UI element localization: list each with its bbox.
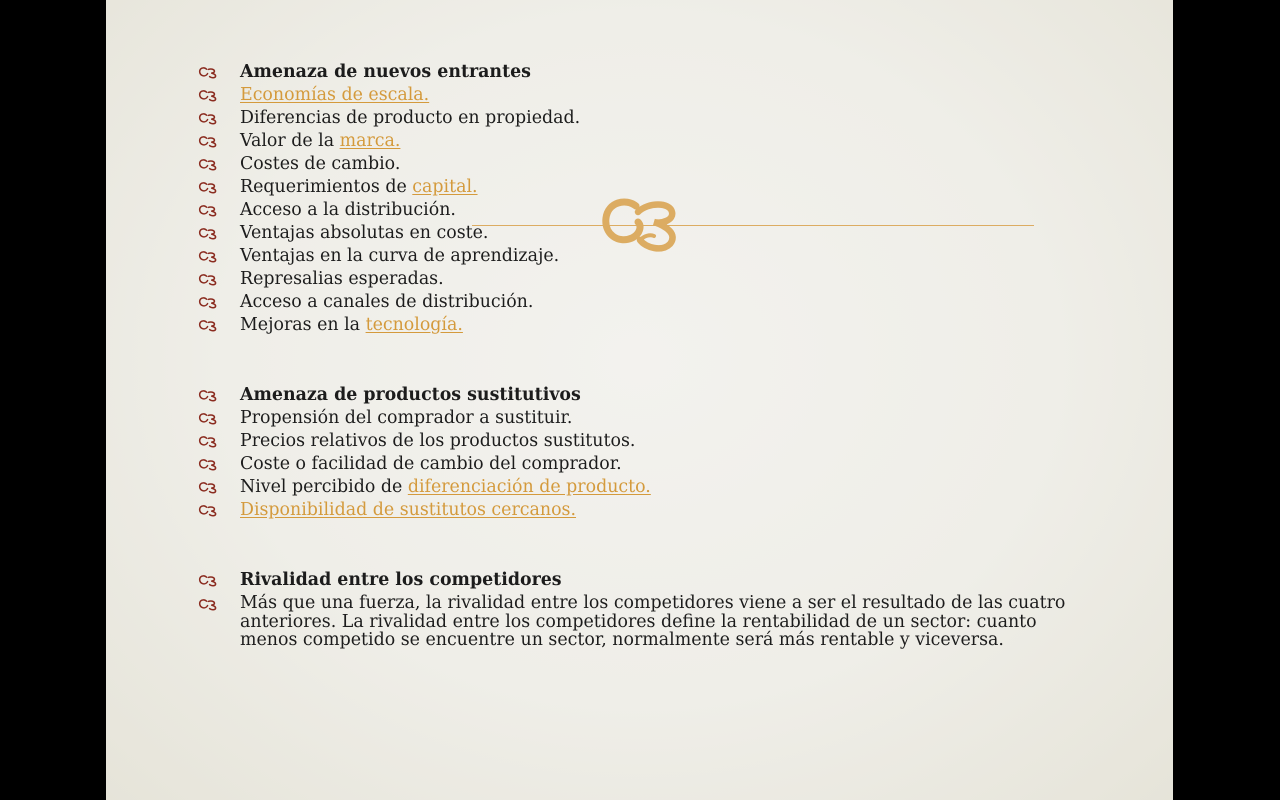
list-item <box>198 130 1078 153</box>
item-text: Requerimientos de <box>240 177 413 197</box>
substitutes-list <box>198 384 1078 522</box>
item-text: Ventajas absolutas en coste. <box>240 223 489 243</box>
item-text: Nivel percibido de <box>240 477 408 497</box>
curl-bullet-icon <box>198 435 218 448</box>
section-heading: Amenaza de productos sustitutivos <box>240 385 581 405</box>
curl-bullet-icon <box>198 204 218 217</box>
item-text: Acceso a canales de distribución. <box>240 292 534 312</box>
curl-bullet-icon <box>198 504 218 517</box>
curl-bullet-icon <box>198 181 218 194</box>
list-item <box>198 153 1078 176</box>
new-entrants-list <box>198 61 1078 337</box>
section-heading: Rivalidad entre los competidores <box>240 570 562 590</box>
list-item <box>198 291 1078 314</box>
capital-link[interactable]: capital. <box>412 177 478 197</box>
close-substitutes-link[interactable]: Disponibilidad de sustitutos cercanos. <box>240 500 577 520</box>
list-item <box>198 176 1078 199</box>
item-text: Costes de cambio. <box>240 154 401 174</box>
list-item <box>198 84 1078 107</box>
curl-bullet-icon <box>198 296 218 309</box>
rivalry-paragraph: Más que una fuerza, la rivalidad entre los competidores viene a ser el resultado de las cuatro anteriores. La rivalidad entre los competidores define la rentabilidad de un sector: cuanto menos competido se encuentre un sector, normalmente será más rentable y viceversa. <box>240 593 1066 650</box>
rivalry-list <box>198 569 1078 650</box>
list-item <box>198 268 1078 291</box>
brand-link[interactable]: marca. <box>339 131 401 151</box>
list-item <box>198 569 1078 592</box>
item-text: Diferencias de producto en propiedad. <box>240 108 581 128</box>
product-differentiation-link[interactable]: diferenciación de producto. <box>407 477 651 497</box>
item-text: Ventajas en la curva de aprendizaje. <box>240 246 560 266</box>
list-item <box>198 407 1078 430</box>
curl-bullet-icon <box>198 250 218 263</box>
curl-bullet-icon <box>198 227 218 240</box>
item-text: Coste o facilidad de cambio del comprador. <box>240 454 622 474</box>
list-item <box>198 222 1078 245</box>
list-item <box>198 499 1078 522</box>
item-text: Mejoras en la <box>240 315 366 335</box>
curl-bullet-icon <box>198 273 218 286</box>
curl-bullet-icon <box>198 389 218 402</box>
slide <box>106 0 1173 800</box>
curl-bullet-icon <box>198 481 218 494</box>
list-item <box>198 384 1078 407</box>
section-heading: Amenaza de nuevos entrantes <box>240 62 531 82</box>
list-item <box>198 245 1078 268</box>
item-text: Acceso a la distribución. <box>240 200 456 220</box>
curl-bullet-icon <box>198 412 218 425</box>
curl-bullet-icon <box>198 574 218 587</box>
curl-bullet-icon <box>198 135 218 148</box>
list-item <box>198 476 1078 499</box>
economies-of-scale-link[interactable]: Economías de escala. <box>240 85 430 105</box>
item-text: Propensión del comprador a sustituir. <box>240 408 573 428</box>
item-text: Valor de la <box>240 131 340 151</box>
curl-bullet-icon <box>198 158 218 171</box>
curl-bullet-icon <box>198 66 218 79</box>
item-text: Precios relativos de los productos sustitutos. <box>240 431 636 451</box>
list-item <box>198 61 1078 84</box>
list-item <box>198 592 1078 650</box>
curl-bullet-icon <box>198 458 218 471</box>
list-item <box>198 199 1078 222</box>
list-item <box>198 453 1078 476</box>
technology-link[interactable]: tecnología. <box>365 315 463 335</box>
curl-bullet-icon <box>198 112 218 125</box>
curl-bullet-icon <box>198 319 218 332</box>
list-item <box>198 314 1078 337</box>
item-text: Represalias esperadas. <box>240 269 444 289</box>
list-item <box>198 430 1078 453</box>
curl-bullet-icon <box>198 89 218 102</box>
list-item <box>198 107 1078 130</box>
curl-bullet-icon <box>198 598 218 611</box>
